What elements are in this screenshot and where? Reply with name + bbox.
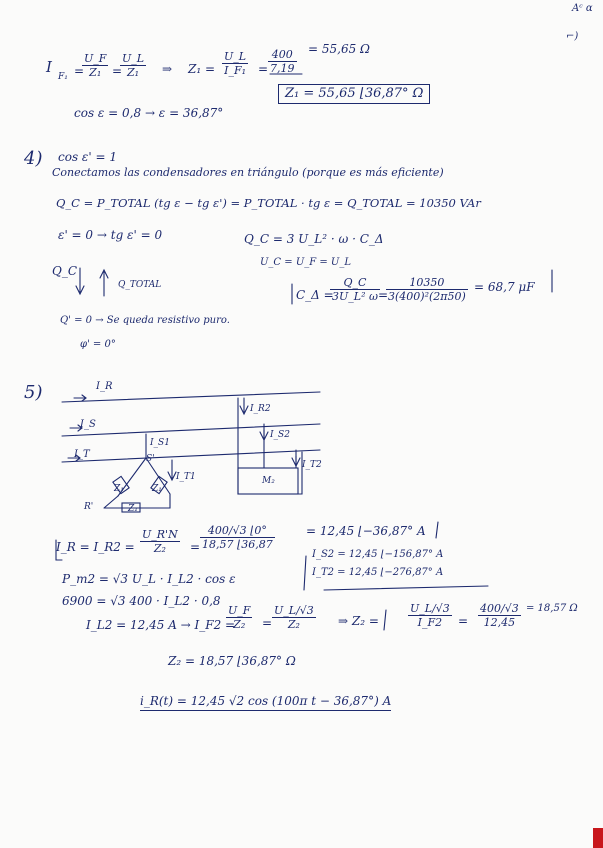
p-value: 6900 = √3 400 · I_L2 · 0,8: [62, 594, 221, 608]
equals-sign: =: [74, 64, 85, 78]
implies-arrow: ⇒: [162, 62, 173, 76]
c-result: = 68,7 μF: [474, 280, 535, 294]
is2-value: I_S2 = 12,45 ⌊−156,87° A: [312, 549, 444, 560]
resistor-2: [151, 476, 167, 493]
il2-line: I_L2 = 12,45 A → I_F2 =: [86, 618, 236, 632]
cos-line: cos ε = 0,8 → ε = 36,87°: [74, 106, 224, 120]
motor-label: M₂: [262, 476, 275, 486]
arrow-is-icon: [70, 425, 82, 431]
arrow-it2-icon: [292, 450, 300, 466]
line-label-s: I_S: [80, 419, 96, 430]
arrow-it1-icon: [168, 460, 176, 480]
part5-number: 5): [24, 382, 43, 403]
pm2-formula: P_m2 = √3 U_L · I_L2 · cos ε: [62, 572, 236, 586]
fraction-z2: $\frac{U\_L/√3}{I\_F2}$: [410, 602, 450, 629]
it2-value: I_T2 = 12,45 ⌊−276,87° A: [312, 567, 444, 578]
arrow-ir-icon: [74, 395, 86, 401]
star-load-branches: [118, 434, 170, 496]
fraction-ul-sqrt3-z2: $\frac{U\_L/√3}{\text{Z₂}}$: [274, 604, 314, 631]
phase-line-s: [62, 424, 320, 436]
part4-number: 4): [24, 148, 43, 169]
arrow-it-icon: [68, 455, 80, 461]
star-load-bottom: [104, 494, 170, 508]
z2-lhs: ⇒ Z₂ =: [338, 614, 379, 628]
line-label-r: I_R: [96, 381, 113, 392]
fraction-uf-z2: $\frac{U\_F}{\text{Z₂}}$: [228, 604, 251, 631]
star-node: S': [146, 454, 155, 464]
z1-boxed-result: Z₁ = 55,65 ⌊36,87° Ω: [278, 84, 430, 104]
equals-sign: =: [258, 62, 269, 76]
ir-time-expression: i_R(t) = 12,45 √2 cos (100π t − 36,87°) A: [140, 694, 391, 711]
qc-down-arrow-icon: [76, 268, 84, 294]
current-it1: I_T1: [176, 472, 196, 482]
qtotal-vector-label: Q_TOTAL: [118, 280, 162, 290]
current-is1: I_S1: [150, 438, 170, 448]
current-is2: I_S2: [270, 430, 290, 440]
fraction-uf-z1: $\frac{U\_F}{\text{Z₁}}$: [84, 52, 107, 79]
eps-line: ε' = 0 → tg ε' = 0: [58, 228, 163, 242]
equals-sign: =: [190, 540, 201, 554]
equals-sign: =: [112, 64, 123, 78]
ir-bracket-left: [56, 540, 62, 560]
z1-label: Z₁ =: [188, 62, 216, 76]
fraction-z2-values: $\frac{400/√3}{12,45}$: [480, 602, 519, 629]
equals-sign: =: [262, 616, 273, 630]
if1-label: I: [46, 58, 52, 76]
fraction-400-719: $\frac{400}{7,19}$: [270, 48, 295, 75]
fraction-ul-z1: $\frac{U\_L}{\text{Z₁}}$: [122, 52, 145, 79]
corner-mark-top: Aᶜ ɑ: [572, 3, 593, 14]
part4-heading: cos ε' = 1: [58, 150, 117, 164]
load-label-r: R': [84, 502, 94, 512]
motor-feed-lines: [238, 398, 302, 494]
phase-currents-underline: [324, 586, 488, 590]
if1-subscript: F₁: [58, 72, 68, 82]
qc-vector-label: Q_C: [52, 264, 78, 278]
equals-sign: =: [458, 614, 469, 628]
qc-formula: Q_C = 3 U_L² · ω · C_Δ: [244, 232, 384, 246]
phi-line: φ' = 0°: [80, 339, 116, 350]
equals-sign: =: [378, 288, 389, 302]
fraction-urn-z2: $\frac{U\_R'N}{\text{Z₂}}$: [142, 528, 178, 555]
motor-box: [238, 468, 298, 494]
corner-mark-arrow: ⌐): [566, 31, 579, 42]
fraction-ir-values: $\frac{400/√3 ⌊0^\circ}{18,57 ⌊36,87}$: [202, 524, 273, 551]
z2-bracket: [384, 610, 386, 630]
ir-bracket-right: [436, 522, 438, 538]
line-label-t: I_T: [74, 449, 90, 460]
phase-currents-bracket: [304, 556, 306, 590]
part4-line1: Conectamos las condensadores en triángulo (porque es más eficiente): [52, 166, 444, 179]
corner-red-mark: [593, 828, 603, 848]
phase-line-t: [62, 450, 320, 462]
current-it2: I_T2: [302, 460, 322, 470]
uc-line: U_C = U_F = U_L: [260, 257, 351, 268]
qtotal-up-arrow-icon: [100, 270, 108, 296]
z1-result: = 55,65 Ω: [308, 42, 370, 56]
z2-final: Z₂ = 18,57 ⌊36,87° Ω: [168, 654, 296, 668]
qc-equation: Q_C = P_TOTAL (tg ε − tg ε') = P_TOTAL · tg ε = Q_TOTAL = 10350 VAr: [56, 196, 481, 210]
load-label-2: Z₁: [152, 484, 162, 494]
z2-result: = 18,57 Ω: [526, 603, 578, 614]
c-delta-lhs: C_Δ =: [296, 288, 334, 302]
fraction-ul-if1: $\frac{U\_L}{\text{I\_F₁}}$: [224, 50, 247, 77]
load-label-3: Z₁: [128, 504, 138, 514]
ir-result: = 12,45 ⌊−36,87° A: [306, 524, 426, 538]
fraction-c-value: $\frac{10350}{\text{3(400)²(2π50)}}$: [388, 276, 466, 303]
current-ir2: I_R2: [250, 404, 271, 414]
ir-lhs: I_R = I_R2 =: [56, 540, 135, 554]
arrow-ir2-icon: [240, 398, 248, 414]
load-label-1: Z₁: [114, 484, 124, 494]
q-line: Q' = 0 → Se queda resistivo puro.: [60, 315, 230, 326]
motor-feed-s-t: [264, 430, 296, 468]
result-bracket: [292, 270, 552, 304]
fraction-qc: $\frac{Q\_C}{\text{3U\_L² ω}}$: [332, 276, 378, 303]
phase-line-r: [62, 392, 320, 402]
